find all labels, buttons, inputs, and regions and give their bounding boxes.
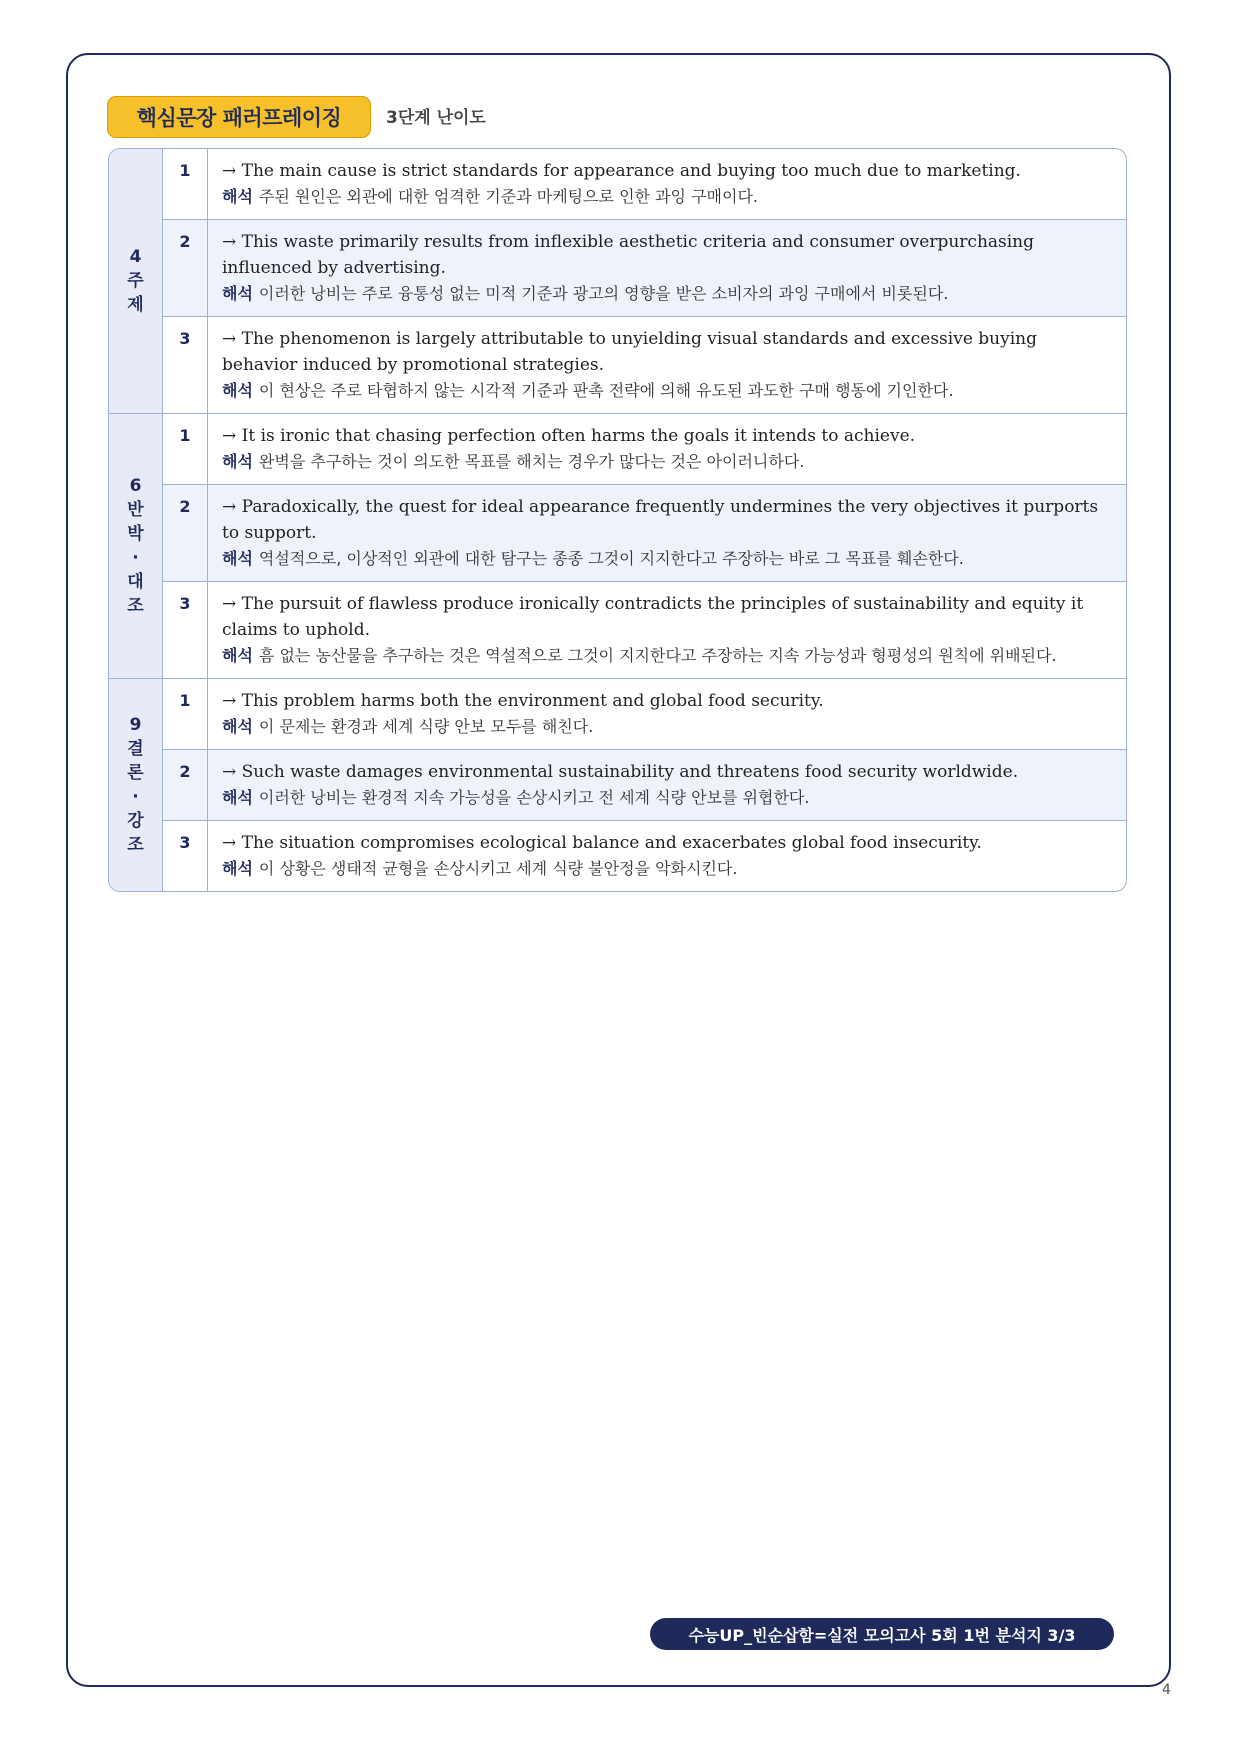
group-title: 주제 [127,271,144,315]
translation-text: 이 문제는 환경과 세계 식량 안보 모두를 해친다. [258,717,594,736]
row-body [208,750,1126,820]
difficulty-label: 3단계 난이도 [386,108,486,128]
korean-translation [222,378,1112,403]
table-row [163,414,1126,484]
translation-text: 이 상황은 생태적 균형을 손상시키고 세계 식량 불안정을 악화시킨다. [258,859,738,878]
translation-text: 이 현상은 주로 타협하지 않는 시각적 기준과 판촉 전략에 의해 유도된 과도한 구매 행동에 기인한다. [258,381,954,400]
translation-label: 해석 [222,646,253,665]
table-row [163,820,1126,891]
korean-translation [222,281,1112,306]
translation-label: 해석 [222,717,253,736]
paraphrase-group [109,413,1126,678]
group-number: 9 [129,715,142,735]
english-sentence: → The main cause is strict standards for appearance and buying too much due to marketing. [222,161,1021,181]
row-number: 2 [163,750,208,820]
row-body [208,220,1126,316]
row-number: 3 [163,821,208,891]
english-sentence: → This problem harms both the environment and global food security. [222,691,824,711]
english-sentence: → The pursuit of flawless produce ironically contradicts the principles of sustainability and equity it claims to uphold. [222,594,1084,640]
translation-text: 이러한 낭비는 주로 융통성 없는 미적 기준과 광고의 영향을 받은 소비자의 과잉 구매에서 비롯된다. [258,284,949,303]
english-sentence: → It is ironic that chasing perfection often harms the goals it intends to achieve. [222,426,916,446]
korean-translation [222,184,1112,209]
row-body [208,582,1126,678]
row-number: 3 [163,317,208,413]
table-row [163,219,1126,316]
row-body [208,414,1126,484]
translation-text: 역설적으로, 이상적인 외관에 대한 탐구는 종종 그것이 지지한다고 주장하는 바로 그 목표를 훼손한다. [258,549,964,568]
korean-translation [222,714,1112,739]
english-sentence: → The phenomenon is largely attributable to unyielding visual standards and excessive buying behavior induced by promotional strategies. [222,329,1037,375]
row-number: 2 [163,220,208,316]
table-row [163,149,1126,219]
korean-translation [222,856,1112,881]
paraphrase-table [108,148,1127,892]
korean-translation [222,449,1112,474]
page-number: 4 [1162,1682,1171,1698]
footer-label: 수능UP_빈순삽함=실전 모의고사 5회 1번 분석지 3/3 [650,1618,1114,1650]
translation-label: 해석 [222,452,253,471]
paraphrase-group [109,678,1126,891]
translation-text: 흠 없는 농산물을 추구하는 것은 역설적으로 그것이 지지한다고 주장하는 지속 가능성과 형평성의 원칙에 위배된다. [258,646,1057,665]
english-sentence: → The situation compromises ecological balance and exacerbates global food insecurity. [222,833,982,853]
translation-text: 이러한 낭비는 환경적 지속 가능성을 손상시키고 전 세계 식량 안보를 위협한다. [258,788,810,807]
translation-label: 해석 [222,549,253,568]
english-sentence: → Paradoxically, the quest for ideal appearance frequently undermines the very objectives it purports to support. [222,497,1099,543]
row-body [208,317,1126,413]
row-number: 1 [163,149,208,219]
group-label [109,149,163,413]
row-number: 3 [163,582,208,678]
row-number: 1 [163,679,208,749]
group-title: 반박·대조 [127,500,144,616]
translation-label: 해석 [222,284,253,303]
english-sentence: → This waste primarily results from inflexible aesthetic criteria and consumer overpurchasing influenced by advertising. [222,232,1035,278]
korean-translation [222,546,1112,571]
group-label [109,679,163,891]
group-number: 6 [129,476,142,496]
english-sentence: → Such waste damages environmental sustainability and threatens food security worldwide. [222,762,1019,782]
section-title: 핵심문장 패러프레이징 [107,96,371,138]
translation-label: 해석 [222,187,253,206]
korean-translation [222,643,1112,668]
translation-text: 완벽을 추구하는 것이 의도한 목표를 해치는 경우가 많다는 것은 아이러니하다. [258,452,805,471]
paraphrase-group [109,149,1126,413]
group-title: 결론·강조 [127,739,144,855]
table-row [163,679,1126,749]
table-row [163,581,1126,678]
table-row [163,316,1126,413]
translation-label: 해석 [222,381,253,400]
row-body [208,679,1126,749]
group-label [109,414,163,678]
translation-text: 주된 원인은 외관에 대한 엄격한 기준과 마케팅으로 인한 과잉 구매이다. [258,187,759,206]
row-body [208,485,1126,581]
translation-label: 해석 [222,788,253,807]
korean-translation [222,785,1112,810]
row-number: 1 [163,414,208,484]
row-number: 2 [163,485,208,581]
row-body [208,149,1126,219]
table-row [163,749,1126,820]
table-row [163,484,1126,581]
row-body [208,821,1126,891]
translation-label: 해석 [222,859,253,878]
group-number: 4 [129,247,142,267]
